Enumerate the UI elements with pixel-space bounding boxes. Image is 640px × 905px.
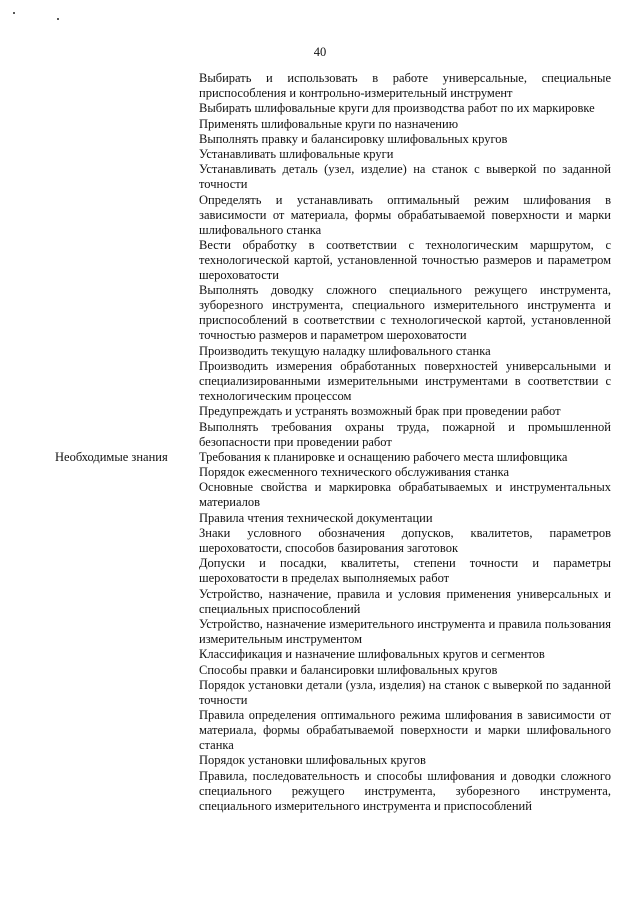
skills-list: [199, 71, 611, 450]
list-item: Устройство, назначение, правила и условия применения универсальных и специальных приспособлений: [199, 586, 611, 616]
list-item: Порядок установки шлифовальных кругов: [199, 753, 426, 768]
list-item: Порядок ежесменного технического обслуживания станка: [199, 465, 510, 480]
scan-speck: [57, 18, 59, 20]
list-item: Устанавливать шлифовальные круги: [199, 147, 394, 162]
list-item: Выполнять доводку сложного специального режущего инструмента, зуборезного инструмента, специального измерительного инструмента и приспособлений в соответствии с технологической картой, установленной точностью размеров и параметром шероховатости: [199, 283, 611, 343]
page-number: 40: [313, 45, 327, 59]
list-item: Устройство, назначение измерительного инструмента и правила пользования измерительным инструментом: [199, 616, 611, 646]
scan-speck: [13, 12, 15, 14]
list-item: Производить текущую наладку шлифовального станка: [199, 343, 491, 358]
list-item: Порядок установки детали (узла, изделия) на станок с выверкой по заданной точности: [199, 677, 611, 707]
list-item: Вести обработку в соответствии с технологическим маршрутом, с технологической картой, установленной точностью размеров и параметром шероховатости: [199, 238, 611, 283]
list-item: Допуски и посадки, квалитеты, степени точности и параметры шероховатости в пределах выполняемых работ: [199, 556, 611, 586]
knowledge-section-label: Необходимые знания: [55, 450, 168, 464]
knowledge-list: [199, 450, 611, 814]
list-item: Правила определения оптимального режима шлифования в зависимости от материала, формы обрабатываемой поверхности и марки шлифовального станка: [199, 708, 611, 753]
list-item: Правила, последовательность и способы шлифования и доводки сложного специального режущего инструмента, зуборезного инструмента, специального измерительного инструмента и приспособлений: [199, 768, 611, 813]
list-item: Производить измерения обработанных поверхностей универсальными и специализированными измерительными инструментами в соответствии с технологическим процессом: [199, 358, 611, 403]
list-item: Способы правки и балансировки шлифовальных кругов: [199, 662, 498, 677]
list-item: Классификация и назначение шлифовальных кругов и сегментов: [199, 647, 545, 662]
list-item: Выполнять правку и балансировку шлифовальных кругов: [199, 131, 508, 146]
list-item: Выбирать и использовать в работе универсальные, специальные приспособления и контрольно-измерительный инструмент: [199, 71, 611, 100]
list-item: Основные свойства и маркировка обрабатываемых и инструментальных материалов: [199, 480, 611, 510]
list-item: Применять шлифовальные круги по назначению: [199, 116, 459, 131]
list-item: Определять и устанавливать оптимальный режим шлифования в зависимости от материала, формы обрабатываемой поверхности и марки шлифовального станка: [199, 192, 611, 237]
list-item: Знаки условного обозначения допусков, квалитетов, параметров шероховатости, способов базирования заготовок: [199, 526, 611, 556]
list-item: Предупреждать и устранять возможный брак при проведении работ: [199, 404, 561, 419]
list-item: Правила чтения технической документации: [199, 510, 433, 525]
list-item: Устанавливать деталь (узел, изделие) на станок с выверкой по заданной точности: [199, 162, 611, 192]
list-item: Выполнять требования охраны труда, пожарной и промышленной безопасности при проведении работ: [199, 419, 611, 449]
list-item: Выбирать шлифовальные круги для производства работ по их маркировке: [199, 101, 595, 116]
requirements-column: [199, 71, 611, 814]
list-item: Требования к планировке и оснащению рабочего места шлифовщика: [199, 449, 568, 464]
